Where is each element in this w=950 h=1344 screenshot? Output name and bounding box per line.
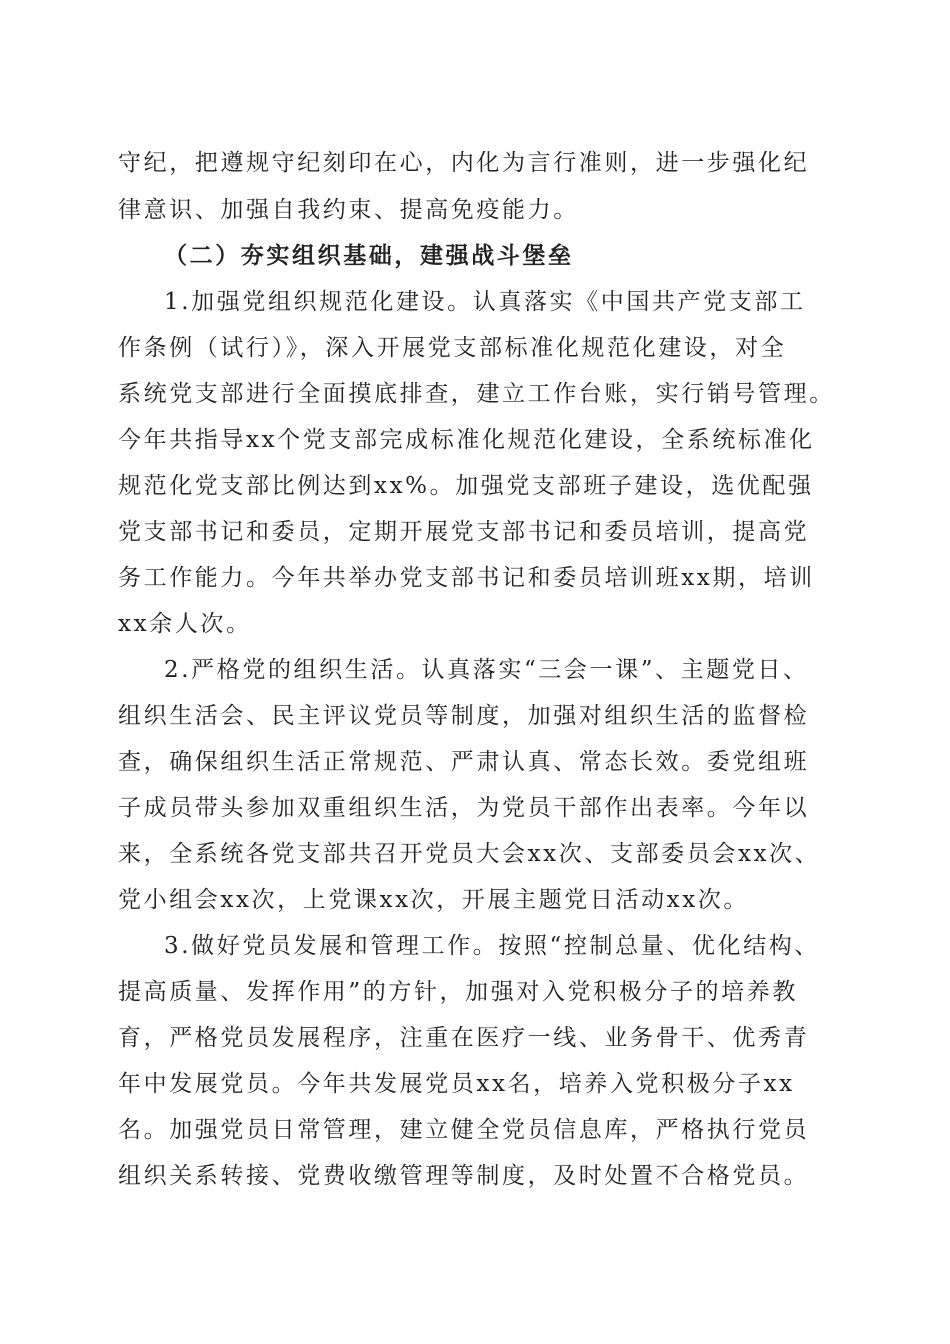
text-line: xx余人次。 [118,611,252,637]
text-line: 今年共指导xx个党支部完成标准化规范化建设，全系统标准化 [118,427,815,453]
text-line: 育，严格党员发展程序，注重在医疗一线、业务骨干、优秀青 [118,1025,810,1051]
text-line: 提高质量、发挥作用”的方针，加强对入党积极分子的培养教 [118,979,798,1005]
text-line: 党小组会xx次，上党课xx次，开展主题党日活动xx次。 [118,887,750,913]
text-line: 1.加强党组织规范化建设。认真落实《中国共产党支部工 [164,289,806,315]
text-line: 组织关系转接、党费收缴管理等制度，及时处置不合格党员。 [118,1163,810,1189]
text-line: 律意识、加强自我约束、提高免疫能力。 [118,197,579,223]
text-line: 子成员带头参加双重组织生活，为党员干部作出表率。今年以 [118,795,810,821]
text-line: 规范化党支部比例达到xx%。加强党支部班子建设，选优配强 [118,473,814,499]
text-line: 务工作能力。今年共举办党支部书记和委员培训班xx期，培训 [118,565,815,591]
text-line: 组织生活会、民主评议党员等制度，加强对组织生活的监督检 [118,703,810,729]
text-line: 2.严格党的组织生活。认真落实“三会一课”、主题党日、 [164,657,809,683]
text-line: 查，确保组织生活正常规范、严肃认真、常态长效。委党组班 [118,749,810,775]
text-line: 作条例（试行）》，深入开展党支部标准化规范化建设，对全 [118,335,787,361]
section-heading: （二）夯实组织基础，建强战斗堡垒 [164,242,574,269]
text-line: 系统党支部进行全面摸底排查，建立工作台账，实行销号管理。 [118,381,835,407]
text-line: 3.做好党员发展和管理工作。按照“控制总量、优化结构、 [164,933,820,959]
text-line: 党支部书记和委员，定期开展党支部书记和委员培训，提高党 [118,519,810,545]
text-line: 年中发展党员。今年共发展党员xx名，培养入党积极分子xx [118,1071,795,1097]
text-line: 守纪，把遵规守纪刻印在心，内化为言行准则，进一步强化纪 [118,150,810,176]
text-line: 来，全系统各党支部共召开党员大会xx次、支部委员会xx次、 [118,841,821,867]
text-line: 名。加强党员日常管理，建立健全党员信息库，严格执行党员 [118,1117,810,1143]
